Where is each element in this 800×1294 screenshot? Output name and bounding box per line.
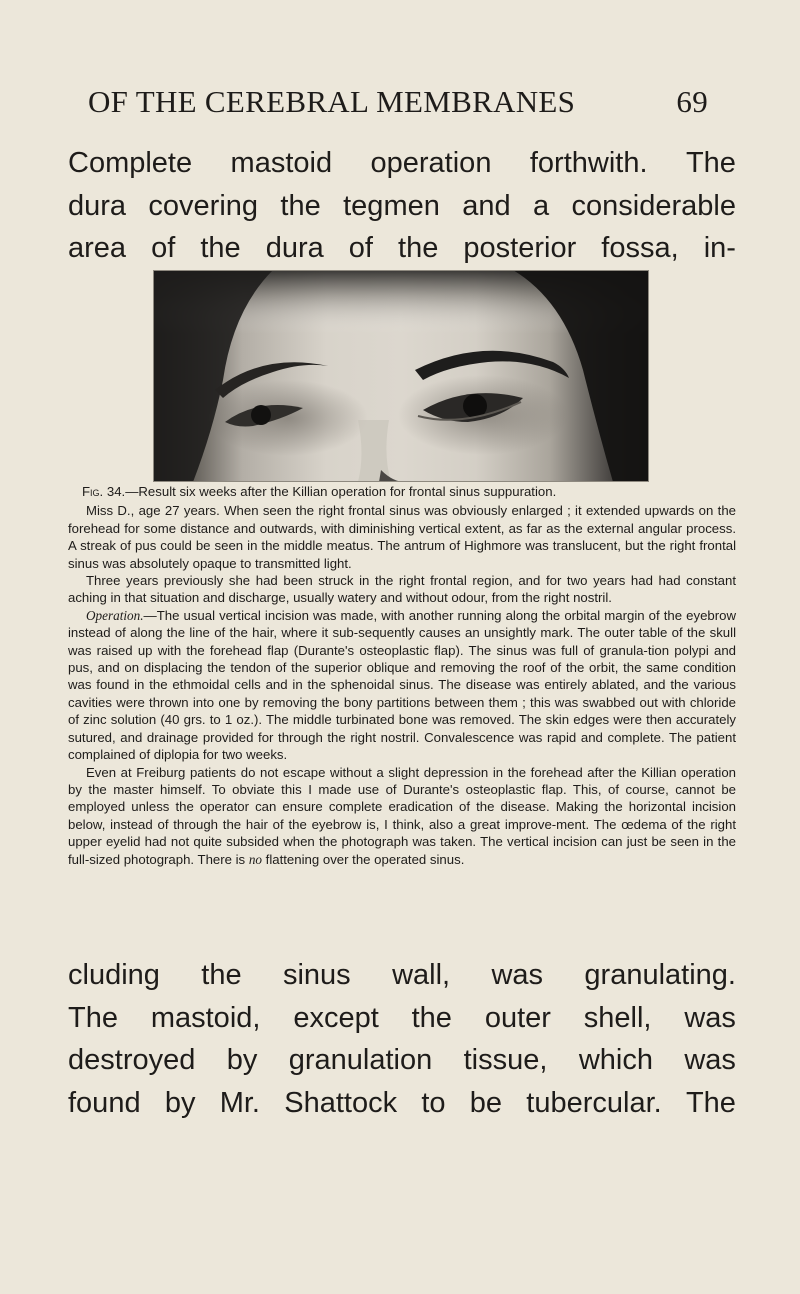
- word: fossa,: [601, 232, 679, 264]
- text-line: [68, 1039, 736, 1082]
- word: the: [201, 959, 242, 991]
- text-line: [68, 1082, 736, 1125]
- word: was: [684, 1001, 736, 1034]
- body-text-top: [68, 142, 736, 270]
- word: dura: [265, 232, 324, 264]
- word: shell,: [583, 1001, 652, 1034]
- word: outer: [484, 1001, 551, 1034]
- word: by: [164, 1086, 196, 1119]
- word: mastoid,: [150, 1001, 261, 1034]
- word: Complete: [68, 147, 193, 179]
- caption-paragraph: [68, 764, 736, 868]
- word: granulating.: [584, 959, 736, 991]
- word: to: [421, 1086, 446, 1119]
- nose-bridge: [358, 420, 391, 482]
- word: tubercular.: [526, 1086, 662, 1119]
- word: in-: [703, 232, 736, 264]
- word: considerable: [571, 189, 736, 222]
- paragraph-text: Even at Freiburg patients do not escape without a slight depression in the forehead after the Killian operation by the master himself. To obviate this I made use of Durante's osteoplastic flap. This, of course, cannot be employed unless the operator can ensure complete eradication of the disease. Making the horizontal incision below, instead of through the hair of the eyebrow is, I think, also a great improve-ment. The œdema of the right upper eyelid had not quite subsided when the photograph was taken. The vertical incision can just be seen in the full-sized photograph. There is: [68, 764, 736, 867]
- figure-label: Fig. 34.: [82, 484, 126, 499]
- running-head: [88, 84, 708, 120]
- word: of: [151, 232, 176, 264]
- word: operation: [370, 147, 492, 179]
- word: The: [68, 1001, 118, 1034]
- caption-paragraph: [68, 607, 736, 764]
- page-number: 69: [676, 84, 708, 119]
- left-pupil: [251, 405, 271, 425]
- word: The: [685, 147, 736, 179]
- word: destroyed: [68, 1044, 196, 1076]
- word: by: [226, 1044, 258, 1076]
- patient-photograph: [153, 270, 649, 482]
- word: which: [578, 1044, 653, 1076]
- word: tegmen: [343, 189, 440, 222]
- caption-paragraph: Three years previously she had been struck in the right frontal region, and for two years had had constant aching in that situation and discharge, usually watery and without odour, from the right nostril.: [68, 573, 736, 606]
- word: the: [200, 232, 241, 264]
- body-text-bottom: [68, 954, 736, 1124]
- word: except: [293, 1001, 379, 1034]
- operation-label: Operation.: [86, 607, 144, 623]
- word: the: [411, 1001, 452, 1034]
- word: area: [68, 232, 127, 264]
- word: sinus: [282, 959, 351, 991]
- text-line: [68, 142, 736, 185]
- paragraph-text: flattening over the operated sinus.: [262, 851, 465, 867]
- word: be: [469, 1086, 503, 1119]
- word: mastoid: [230, 147, 333, 179]
- word: the: [280, 189, 321, 222]
- caption-title: [68, 483, 736, 500]
- word: dura: [68, 189, 127, 222]
- word: forthwith.: [529, 147, 648, 179]
- word: of: [348, 232, 373, 264]
- running-head-title: OF THE CEREBRAL MEMBRANES: [88, 84, 576, 119]
- text-line: [68, 185, 736, 228]
- word: The: [685, 1086, 736, 1119]
- word: posterior: [463, 232, 577, 264]
- caption-title-text: —Result six weeks after the Killian operation for frontal sinus suppuration.: [125, 484, 557, 499]
- figure-caption: [68, 483, 736, 868]
- word: was: [491, 959, 544, 991]
- word: the: [398, 232, 439, 264]
- word: was: [684, 1044, 736, 1076]
- word: and: [462, 189, 511, 222]
- word: Shattock: [284, 1086, 398, 1119]
- text-line: [68, 997, 736, 1040]
- word: found: [68, 1086, 141, 1119]
- word: granulation: [288, 1044, 433, 1076]
- text-line: [68, 954, 736, 997]
- emphasis-text: no: [248, 851, 263, 867]
- word: Mr.: [219, 1086, 260, 1119]
- operation-text: —The usual vertical incision was made, with another running along the orbital margin of the eyebrow instead of along the line of the hair, where it sub-sequently causes an unsightly mark. The outer table of the skull was raised up with the forehead flap (Durante's osteoplastic flap). The sinus was full of granula-tion polypi and pus, and on displacing the tendon of the superior oblique and removing the roof of the orbit, the same condition was found in the ethmoidal cells and in the sphenoidal sinus. The disease was entirely ablated, and the various cavities were thrown into one by removing the bony partitions between them ; this was swabbed out with chloride of zinc solution (40 grs. to 1 oz.). The middle turbinated bone was removed. The skin edges were then accurately sutured, and drainage provided for through the right nostril. Convalescence was rapid and complete. The patient complained of diplopia for two weeks.: [68, 607, 736, 763]
- word: tissue,: [463, 1044, 548, 1076]
- word: wall,: [392, 959, 451, 991]
- text-line: [68, 227, 736, 270]
- word: cluding: [68, 959, 160, 991]
- word: covering: [148, 189, 259, 222]
- word: a: [533, 189, 550, 222]
- caption-paragraph: Miss D., age 27 years. When seen the right frontal sinus was obviously enlarged ; it extended upwards on the forehead for some distance and outwards, with diminishing vertical extent, as far as the external angular process. A streak of pus could be seen in the middle meatus. The antrum of Highmore was translucent, but the right frontal sinus was absolutely opaque to transmitted light.: [68, 503, 736, 571]
